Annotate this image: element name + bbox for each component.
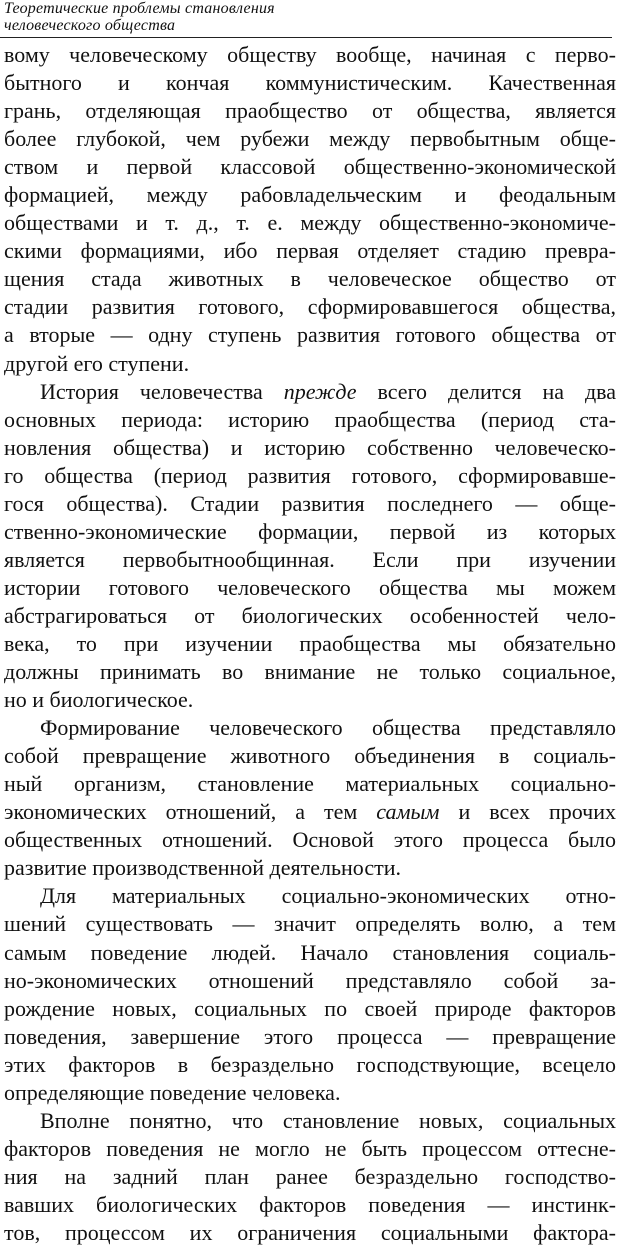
text-line: собой превращение животного объединения в социаль- xyxy=(4,743,616,769)
text-line xyxy=(4,378,616,406)
text-line: тов, процессом их ограничения социальными фактора- xyxy=(4,1219,616,1245)
text-line: но и биологическое. xyxy=(4,687,194,713)
text-line: века, то при изучении праобщества мы обязательно xyxy=(4,630,616,656)
text-line: грань, отделяющая праобщество от общества, является xyxy=(4,98,616,124)
paragraph-1 xyxy=(4,41,616,378)
text-line: а вторые — одну ступень развития готового общества от xyxy=(4,322,616,348)
italic-emphasis: прежде xyxy=(283,378,357,404)
body-text xyxy=(4,41,616,1247)
text-line: ственно-экономические формации, первой из которых xyxy=(4,518,616,544)
text-line: формацией, между рабовладельческим и феодальным xyxy=(4,182,616,208)
text-line: общественных отношений. Основой этого процесса было xyxy=(4,827,616,853)
running-header-line-2: человеческого общества xyxy=(4,17,176,34)
paragraph-2 xyxy=(4,378,616,715)
text-line: гося общества). Стадии развития последнего — обще- xyxy=(4,490,616,516)
text-line: поведения, завершение этого процесса — превращение xyxy=(4,1023,616,1049)
text-line: развитие производственной деятельности. xyxy=(4,855,401,881)
text-line: самым поведение людей. Начало становления социаль- xyxy=(4,939,616,965)
text-line: истории готового человеческого общества мы можем xyxy=(4,574,616,600)
text-line: обществами и т. д., т. е. между общественно-экономиче- xyxy=(4,210,616,236)
text-line: этих факторов в безраздельно господствующие, всецело xyxy=(4,1051,616,1077)
text-run: экономических отношений, а тем xyxy=(4,799,377,825)
running-header-line-1: Теоретические проблемы становления xyxy=(4,0,275,17)
italic-emphasis: самым xyxy=(376,799,440,825)
text-line: го общества (период развития готового, сформировавше- xyxy=(4,462,616,488)
text-line: шений существовать — значит определять волю, а тем xyxy=(4,911,616,937)
paragraph-3 xyxy=(4,714,616,882)
text-line: другой его ступени. xyxy=(4,350,190,376)
text-line: новления общества) и историю собственно человеческо- xyxy=(4,434,616,460)
text-line: но-экономических отношений представляло собой за- xyxy=(4,967,616,993)
text-line: является первобытнообщинная. Если при изучении xyxy=(4,546,616,572)
text-line: щения стада животных в человеческое общество от xyxy=(4,266,616,292)
text-run: История человечества xyxy=(40,378,284,404)
text-line: абстрагироваться от биологических особенностей чело- xyxy=(4,602,616,628)
text-run: и всех прочих xyxy=(439,799,616,825)
text-line: ный организм, становление материальных социально- xyxy=(4,771,616,797)
text-line: основных периода: историю праобщества (период ста- xyxy=(4,406,616,432)
paragraph-4 xyxy=(4,882,616,1106)
header-rule xyxy=(0,37,612,38)
text-line: должны принимать во внимание не только социальное, xyxy=(4,659,616,685)
text-line: факторов поведения не могло не быть процессом оттесне- xyxy=(4,1135,616,1161)
text-line: скими формациями, ибо первая отделяет стадию превра- xyxy=(4,238,616,264)
text-line: ством и первой классовой общественно-экономической xyxy=(4,154,616,180)
text-line: вавших биологических факторов поведения — инстинк- xyxy=(4,1191,616,1217)
text-line: вому человеческому обществу вообще, начиная с перво- xyxy=(4,42,616,67)
text-line xyxy=(4,798,616,826)
text-line: бытного и кончая коммунистическим. Качественная xyxy=(4,70,616,96)
text-line: Для материальных социально-экономических отно- xyxy=(40,883,616,909)
text-line: Вполне понятно, что становление новых, социальных xyxy=(40,1107,616,1133)
text-line: Формирование человеческого общества представляло xyxy=(40,715,616,741)
paragraph-5 xyxy=(4,1107,616,1247)
text-line: ния на задний план ранее безраздельно господство- xyxy=(4,1163,616,1189)
text-run: всего делится на два xyxy=(356,378,616,404)
text-line: рождение новых, социальных по своей природе факторов xyxy=(4,995,616,1021)
running-header xyxy=(4,0,616,34)
text-line: определяющие поведение человека. xyxy=(4,1079,341,1105)
text-line: стадии развития готового, сформировавшегося общества, xyxy=(4,294,616,320)
text-line: более глубокой, чем рубежи между первобытным обще- xyxy=(4,126,616,152)
